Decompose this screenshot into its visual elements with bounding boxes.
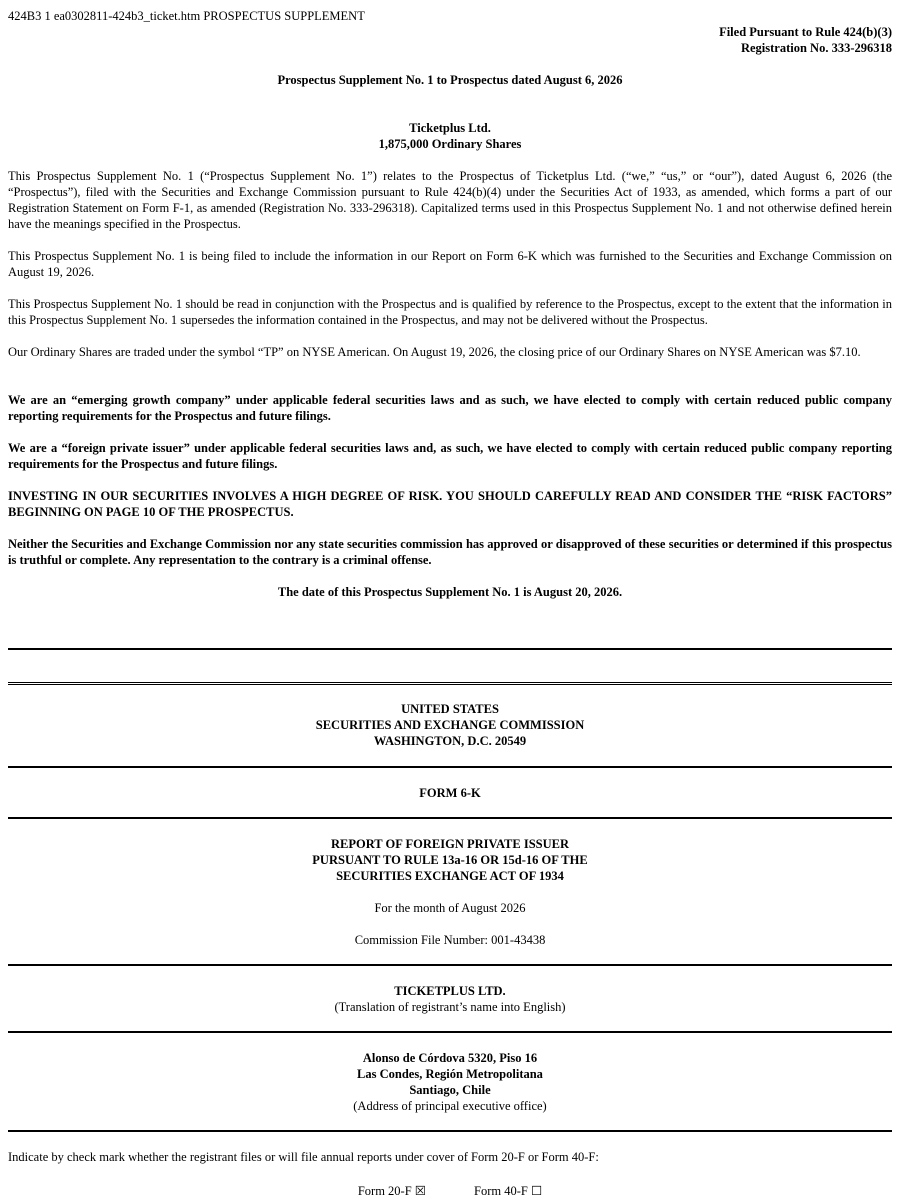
double-divider [8,682,892,687]
divider [8,1031,892,1033]
report-line-3: SECURITIES EXCHANGE ACT OF 1934 [336,869,564,883]
report-title [8,836,892,884]
company-block [8,120,892,152]
divider [8,766,892,768]
commission-file-number: Commission File Number: 001-43438 [354,933,546,947]
registrant-name: TICKETPLUS LTD. [394,984,506,998]
filing-rule: Filed Pursuant to Rule 424(b)(3) [719,25,892,39]
agency-name: SECURITIES AND EXCHANGE COMMISSION [315,718,585,732]
address-line-1: Alonso de Córdova 5320, Piso 16 [362,1051,538,1065]
agency-address: WASHINGTON, D.C. 20549 [373,734,527,748]
address-line-3: Santiago, Chile [409,1083,491,1097]
paragraph-risk: INVESTING IN OUR SECURITIES INVOLVES A HIGH DEGREE OF RISK. YOU SHOULD CAREFULLY READ AND CONSIDER THE “RISK FACTORS” BEGINNING ON PAGE 10 OF THE PROSPECTUS. [8,489,892,519]
paragraph-egc: We are an “emerging growth company” under applicable federal securities laws and as such, we have elected to comply with certain reduced public company reporting requirements for the Prospectus and future filings. [8,393,892,423]
paragraph-conjunction: This Prospectus Supplement No. 1 should be read in conjunction with the Prospectus and is qualified by reference to the Prospectus, except to the extent that the information in this Prospectus Supplement No. 1 supersedes the information contained in the Prospectus, and may not be delivered without the Prospectus. [8,297,892,327]
form-20f-checkbox[interactable]: Form 20-F ☒ [357,1184,426,1198]
supplement-date: The date of this Prospectus Supplement No. 1 is August 20, 2026. [277,585,623,599]
supplement-title: Prospectus Supplement No. 1 to Prospectus dated August 6, 2026 [277,73,623,87]
form-40f-checkbox[interactable]: Form 40-F ☐ [474,1184,543,1198]
paragraph-purpose: This Prospectus Supplement No. 1 is being filed to include the information in our Report on Form 6-K which was furnished to the Securities and Exchange Commission on August 19, 2026. [8,249,892,279]
divider [8,648,892,650]
address-block [8,1050,892,1114]
registrant-name-note: (Translation of registrant’s name into English) [334,1000,566,1014]
document-header: 424B3 1 ea0302811-424b3_ticket.htm PROSPECTUS SUPPLEMENT [8,9,365,23]
filing-info [719,24,892,56]
address-line-2: Las Condes, Región Metropolitana [357,1067,543,1081]
registrant-block [8,983,892,1015]
form-name: FORM 6-K [419,786,481,800]
divider [8,817,892,819]
agency-country: UNITED STATES [401,702,499,716]
shares-offered: 1,875,000 Ordinary Shares [378,137,522,151]
form-type-options [0,1183,900,1199]
registration-number: Registration No. 333-296318 [740,41,892,55]
paragraph-trading: Our Ordinary Shares are traded under the symbol “TP” on NYSE American. On August 19, 2026, the closing price of our Ordinary Shares on NYSE American was $7.10. [8,345,861,359]
report-line-2: PURSUANT TO RULE 13a-16 OR 15d-16 OF THE [312,853,588,867]
paragraph-fpi: We are a “foreign private issuer” under applicable federal securities laws and, as such, we have elected to comply with certain reduced public company reporting requirements for the Prospectus and future filings. [8,441,892,471]
address-note: (Address of principal executive office) [353,1099,547,1113]
divider [8,1130,892,1132]
paragraph-sec-disclaimer: Neither the Securities and Exchange Commission nor any state securities commission has approved or disapproved of these securities or determined if this prospectus is truthful or complete. Any representation to the contrary is a criminal offense. [8,537,892,567]
agency-block [8,701,892,749]
report-month: For the month of August 2026 [374,901,526,915]
paragraph-intro: This Prospectus Supplement No. 1 (“Prospectus Supplement No. 1”) relates to the Prospectus of Ticketplus Ltd. (“we,” “us,” or “our”), dated August 6, 2026 (the “Prospectus”), filed with the Securities and Exchange Commission pursuant to Rule 424(b)(4) under the Securities Act of 1933, as amended, which forms a part of our Registration Statement on Form F-1, as amended (Registration No. 333-296318). Capitalized terms used in this Prospectus Supplement No. 1 and not otherwise defined herein have the meanings specified in the Prospectus. [8,169,892,231]
check-mark-instruction: Indicate by check mark whether the registrant files or will file annual reports under cover of Form 20-F or Form 40-F: [8,1150,599,1164]
report-line-1: REPORT OF FOREIGN PRIVATE ISSUER [330,837,570,851]
divider [8,964,892,966]
company-name: Ticketplus Ltd. [409,121,491,135]
